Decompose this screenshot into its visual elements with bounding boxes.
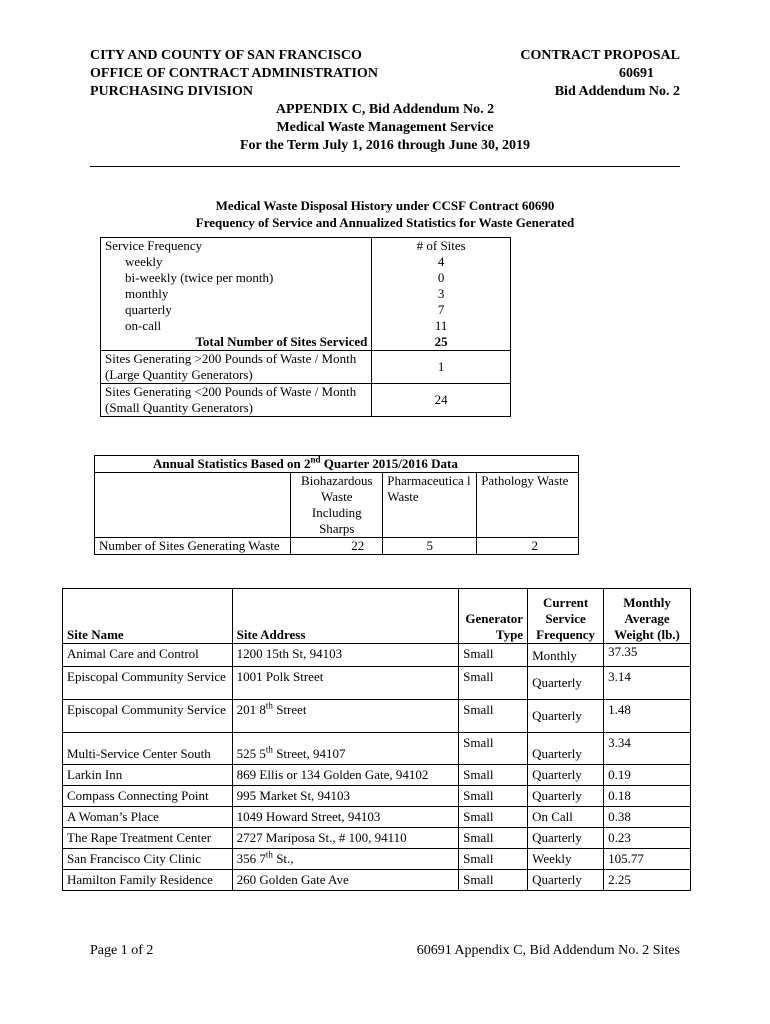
table-row: [63, 765, 691, 786]
site-address: 2727 Mariposa St., # 100, 94110: [232, 828, 458, 849]
total-sites-value: 25: [372, 334, 511, 351]
pharmaceutical-col-label: Pharmaceutica l Waste: [383, 473, 477, 538]
address-text: 356 7: [236, 851, 266, 866]
service-frequency: Weekly: [528, 849, 604, 870]
frequency-row: [101, 270, 511, 286]
annual-title-post: Quarter 2015/2016 Data: [320, 456, 458, 471]
generator-type: Small: [459, 828, 528, 849]
large-generators-value: 1: [372, 351, 511, 384]
service-frequency: Quarterly: [528, 870, 604, 891]
table-row: [63, 786, 691, 807]
header-center-line: For the Term July 1, 2016 through June 30, 2019: [239, 138, 530, 153]
small-generators-value: 24: [372, 384, 511, 417]
annual-title-row: [95, 456, 579, 473]
frequency-value: 4: [372, 254, 511, 270]
header-rule: [90, 166, 680, 167]
header-center-line: APPENDIX C, Bid Addendum No. 2: [275, 102, 495, 117]
address-text: Street, 94107: [272, 746, 346, 761]
site-address: 1049 Howard Street, 94103: [232, 807, 458, 828]
large-generators-row: [101, 351, 511, 384]
site-name: Compass Connecting Point: [63, 786, 233, 807]
pathology-col-label: Pathology Waste: [477, 473, 579, 538]
section-title-line: Medical Waste Disposal History under CCSF Contract 60690: [215, 198, 555, 213]
sites-col-label: # of Sites: [372, 238, 511, 255]
site-name: Episcopal Community Service: [63, 667, 233, 700]
pharmaceutical-value: 5: [383, 538, 477, 555]
monthly-weight: 37.35: [604, 644, 691, 667]
address-text: 201 8: [236, 702, 266, 717]
site-address: 260 Golden Gate Ave: [232, 870, 458, 891]
site-name: Multi-Service Center South: [63, 733, 233, 765]
address-sup: th: [265, 700, 273, 711]
small-generators-row: [101, 384, 511, 417]
monthly-weight: 0.23: [604, 828, 691, 849]
site-name: Larkin Inn: [63, 765, 233, 786]
frequency-row: [101, 302, 511, 318]
generator-type: Small: [459, 644, 528, 667]
header-left: [90, 47, 450, 101]
monthly-weight-header: Monthly Average Weight (lb.): [604, 589, 691, 644]
header-center: [90, 101, 680, 155]
generator-type: Small: [459, 667, 528, 700]
table-row: [63, 733, 691, 765]
frequency-row: [101, 318, 511, 334]
site-address: 1200 15th St, 94103: [232, 644, 458, 667]
address-text: 525 5: [236, 746, 266, 761]
site-name-header: Site Name: [63, 589, 233, 644]
header-right-line: Bid Addendum No. 2: [554, 84, 680, 99]
annual-title-sup: nd: [310, 454, 321, 465]
frequency-label: bi-weekly (twice per month): [101, 270, 372, 286]
frequency-label: weekly: [101, 254, 372, 270]
frequency-total-row: [101, 334, 511, 351]
footer-document-title: 60691 Appendix C, Bid Addendum No. 2 Sites: [416, 943, 680, 958]
header-center-line: Medical Waste Management Service: [276, 120, 494, 135]
table-row: [63, 644, 691, 667]
large-generators-label: Sites Generating >200 Pounds of Waste / Month (Large Quantity Generators): [101, 351, 372, 384]
sites-header-row: [63, 589, 691, 644]
service-frequency: Quarterly: [528, 700, 604, 733]
footer-page-number: Page 1 of 2: [90, 943, 154, 958]
monthly-weight: 3.14: [604, 667, 691, 700]
service-frequency: Quarterly: [528, 765, 604, 786]
generator-type: Small: [459, 786, 528, 807]
generator-type-header: Generator Type: [459, 589, 528, 644]
monthly-weight: 0.38: [604, 807, 691, 828]
table-row: [63, 828, 691, 849]
generator-type: Small: [459, 807, 528, 828]
frequency-label: monthly: [101, 286, 372, 302]
service-frequency: Monthly: [528, 644, 604, 667]
pathology-value: 2: [477, 538, 579, 555]
annual-title-pre: Annual Statistics Based on 2: [153, 456, 311, 471]
frequency-table: [100, 237, 511, 417]
generator-type: Small: [459, 849, 528, 870]
table-row: [63, 667, 691, 700]
frequency-header-row: [101, 238, 511, 255]
generator-type: Small: [459, 700, 528, 733]
monthly-weight: 1.48: [604, 700, 691, 733]
header-left-line: OFFICE OF CONTRACT ADMINISTRATION: [90, 66, 378, 81]
section-title: [90, 197, 680, 231]
annual-header-row: [95, 473, 579, 538]
site-name: The Rape Treatment Center: [63, 828, 233, 849]
header-left-line: CITY AND COUNTY OF SAN FRANCISCO: [90, 48, 362, 63]
frequency-value: 7: [372, 302, 511, 318]
table-row: [63, 849, 691, 870]
sites-generating-label: [95, 538, 291, 555]
biohazardous-value: 22: [291, 538, 383, 555]
frequency-label: quarterly: [101, 302, 372, 318]
service-frequency-header: Current Service Frequency: [528, 589, 604, 644]
monthly-weight: 0.18: [604, 786, 691, 807]
header-left-line: PURCHASING DIVISION: [90, 84, 253, 99]
site-address: 995 Market St, 94103: [232, 786, 458, 807]
annual-stats-table: [94, 455, 579, 555]
generator-type: Small: [459, 765, 528, 786]
address-text: St.,: [272, 851, 294, 866]
header-right-line: 60691: [619, 66, 654, 81]
small-generators-label: Sites Generating <200 Pounds of Waste / Month (Small Quantity Generators): [101, 384, 372, 417]
site-address-header: Site Address: [232, 589, 458, 644]
header-right: [470, 47, 680, 101]
table-row: [63, 870, 691, 891]
monthly-weight: 0.19: [604, 765, 691, 786]
site-address: [232, 849, 458, 870]
site-name: Hamilton Family Residence: [63, 870, 233, 891]
annual-data-row: [95, 538, 579, 555]
service-frequency: Quarterly: [528, 733, 604, 765]
address-text: Street: [272, 702, 307, 717]
biohazardous-col-label: Biohazardous Waste Including Sharps: [291, 473, 383, 538]
site-address: 1001 Polk Street: [232, 667, 458, 700]
service-frequency: Quarterly: [528, 786, 604, 807]
header-right-line: CONTRACT PROPOSAL: [520, 48, 680, 63]
frequency-value: 11: [372, 318, 511, 334]
service-frequency: On Call: [528, 807, 604, 828]
site-name: Episcopal Community Service: [63, 700, 233, 733]
frequency-value: 0: [372, 270, 511, 286]
site-name: San Francisco City Clinic: [63, 849, 233, 870]
annual-stats-title: [95, 456, 579, 473]
monthly-weight: 3.34: [604, 733, 691, 765]
address-sup: th: [265, 849, 273, 860]
frequency-col-label: Service Frequency: [101, 238, 372, 255]
frequency-row: [101, 286, 511, 302]
sites-generating-text: Number of Sites Generating Waste: [99, 538, 280, 553]
frequency-row: [101, 254, 511, 270]
table-row: [63, 807, 691, 828]
generator-type: Small: [459, 733, 528, 765]
total-sites-label: Total Number of Sites Serviced: [101, 334, 372, 351]
site-name: A Woman’s Place: [63, 807, 233, 828]
service-frequency: Quarterly: [528, 667, 604, 700]
generator-type: Small: [459, 870, 528, 891]
sites-table: [62, 588, 691, 891]
table-row: [63, 700, 691, 733]
monthly-weight: 105.77: [604, 849, 691, 870]
site-name: Animal Care and Control: [63, 644, 233, 667]
section-title-line: Frequency of Service and Annualized Statistics for Waste Generated: [195, 215, 575, 230]
address-sup: th: [265, 744, 273, 755]
monthly-weight: 2.25: [604, 870, 691, 891]
site-address: 869 Ellis or 134 Golden Gate, 94102: [232, 765, 458, 786]
site-address: [232, 700, 458, 733]
frequency-value: 3: [372, 286, 511, 302]
service-frequency: Quarterly: [528, 828, 604, 849]
frequency-label: on-call: [101, 318, 372, 334]
site-address: [232, 733, 458, 765]
annual-header-blank: [95, 473, 291, 538]
